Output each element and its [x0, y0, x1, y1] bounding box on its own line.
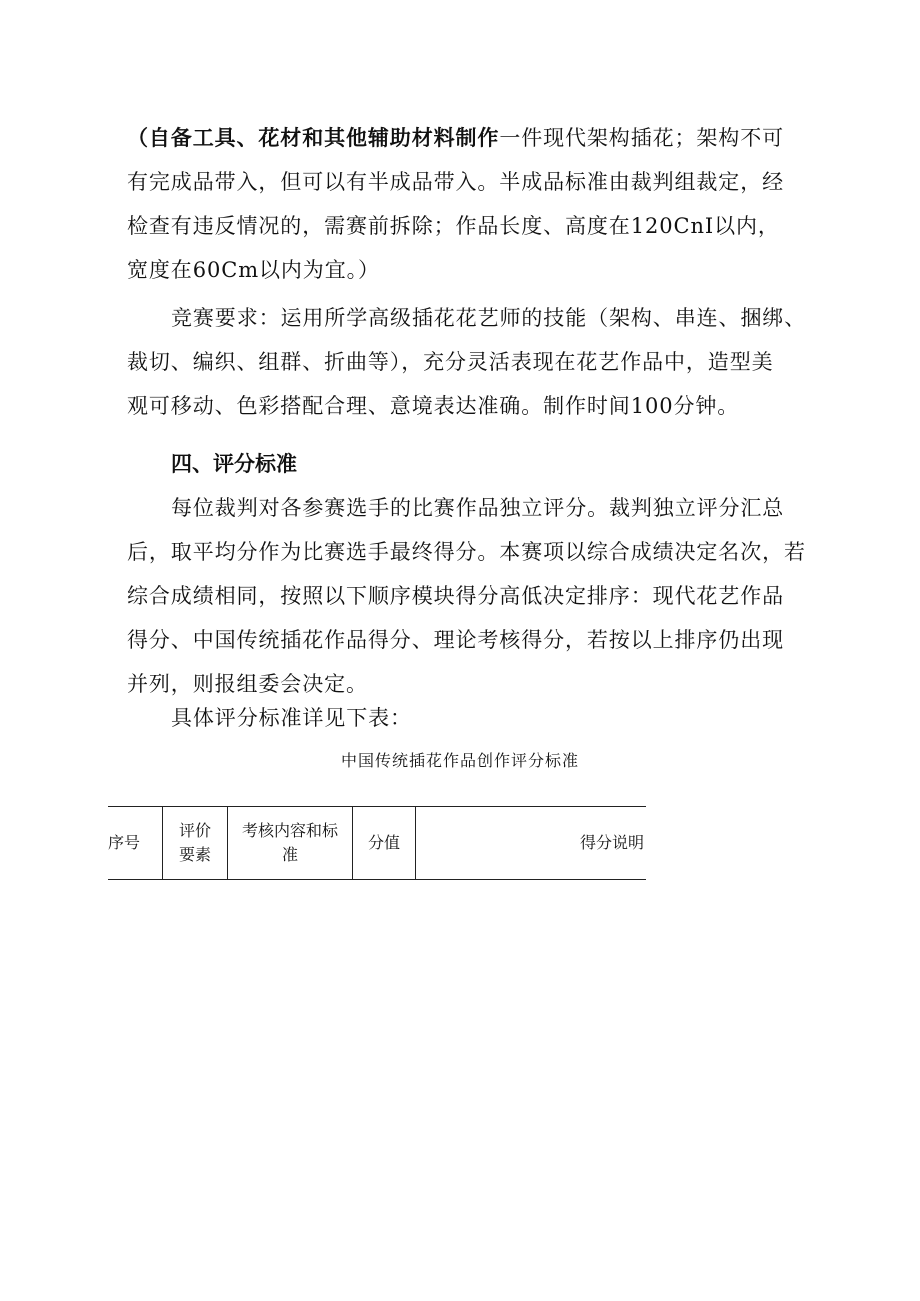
bold-phrase: （自备工具、花材和其他辅助材料制作 — [127, 125, 500, 150]
header-score: 分值 — [353, 807, 416, 880]
paragraph-line: 宽度在60Cm以内为宜。） — [127, 258, 380, 282]
paragraph-line: 观可移动、色彩搭配合理、意境表达准确。制作时间100分钟。 — [127, 394, 740, 418]
line-text: 一件现代架构插花；架构不可 — [499, 126, 785, 150]
paragraph-line: 每位裁判对各参赛选手的比赛作品独立评分。裁判独立评分汇总 — [171, 496, 785, 520]
paragraph-competition-requirements — [127, 296, 820, 428]
scoring-table — [108, 806, 646, 880]
table-title: 中国传统插花作品创作评分标准 — [340, 751, 579, 770]
header-element — [163, 807, 228, 880]
paragraph-line: 并列，则报组委会决定。 — [127, 672, 368, 696]
paragraph-line: 裁切、编织、组群、折曲等），充分灵活表现在花艺作品中，造型美 — [127, 350, 774, 374]
header-element-line2: 要素 — [178, 845, 211, 864]
paragraph-line — [127, 116, 820, 160]
header-content-line1: 考核内容和标 — [241, 821, 338, 840]
section-heading: 四、评分标准 — [171, 451, 297, 476]
paragraph-line: 综合成绩相同，按照以下顺序模块得分高低决定排序：现代花艺作品 — [127, 584, 784, 608]
paragraph-see-table — [127, 696, 820, 740]
header-element-line1: 评价 — [178, 821, 211, 840]
paragraph-line: 竞赛要求：运用所学高级插花花艺师的技能（架构、串连、捆绑、 — [171, 306, 807, 330]
table-header-row — [108, 807, 646, 880]
paragraph-scoring-rules — [127, 486, 820, 706]
paragraph-line: 得分、中国传统插花作品得分、理论考核得分，若按以上排序仍出现 — [127, 628, 784, 652]
header-explanation: 得分说明 — [416, 807, 647, 880]
paragraph-materials — [127, 116, 820, 292]
paragraph-line: 有完成品带入，但可以有半成品带入。半成品标准由裁判组裁定，经 — [127, 170, 784, 194]
header-seq: 序号 — [108, 807, 163, 880]
header-content — [228, 807, 353, 880]
paragraph-line: 检查有违反情况的，需赛前拆除；作品长度、高度在120CnI以内， — [127, 214, 780, 238]
paragraph-line: 具体评分标准详见下表： — [171, 706, 412, 730]
paragraph-line: 后，取平均分作为比赛选手最终得分。本赛项以综合成绩决定名次，若 — [127, 540, 806, 564]
header-content-line2: 准 — [281, 845, 298, 864]
